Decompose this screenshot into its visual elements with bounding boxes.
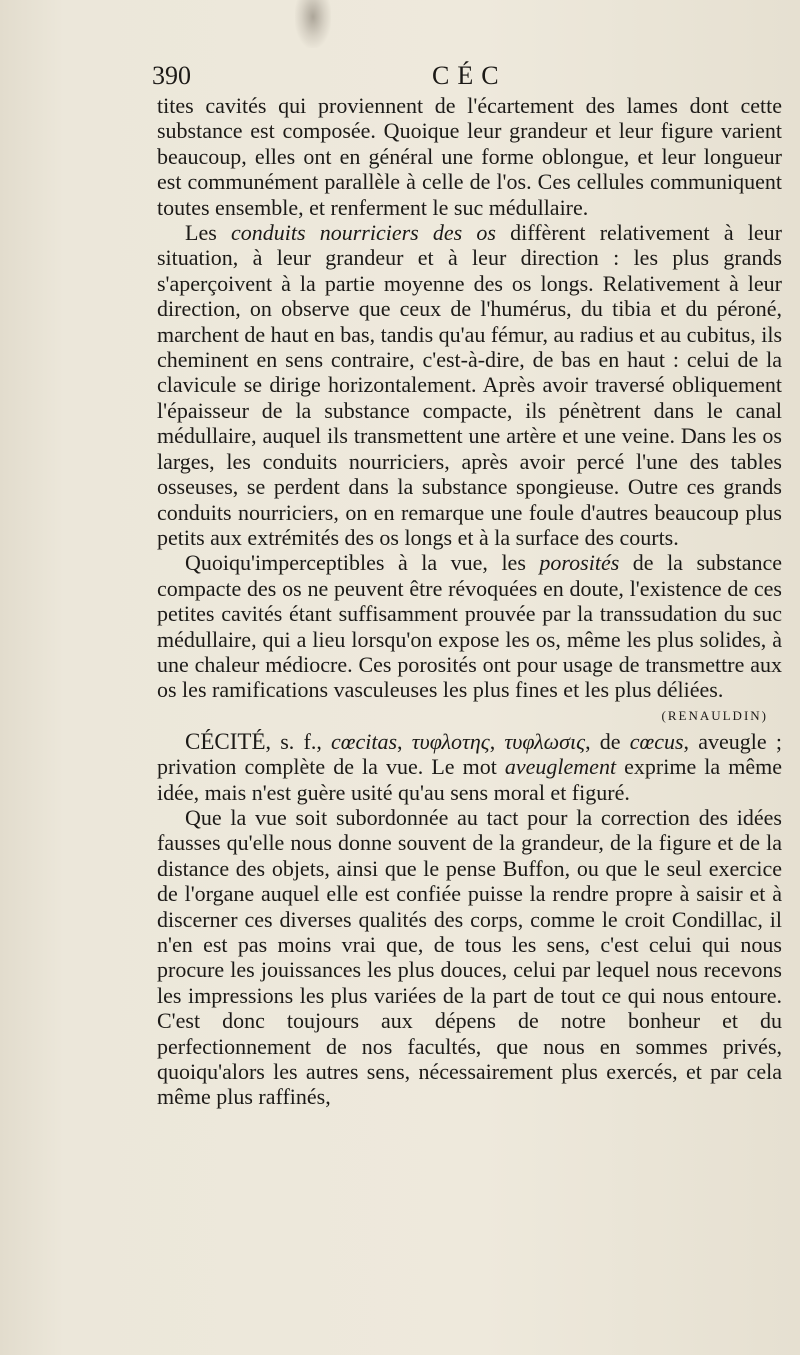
running-head: CÉC <box>432 61 507 90</box>
body-text <box>157 93 782 1110</box>
page-number: 390 <box>152 61 191 90</box>
greek-term-1: τυφλοτης <box>411 728 490 754</box>
page-stain <box>295 0 331 48</box>
latin-term: cœcitas <box>331 728 398 754</box>
greek-term-2: τυφλωσις <box>504 728 586 754</box>
paragraph-continuation: tites cavités qui proviennent de l'écartement des lames dont cette substance est composée. Quoique leur grandeur et leur figure varient beaucoup, elles ont en général une forme oblongue, et leur longueur est communément parallèle à celle de l'os. Ces cellules communiquent toutes ensemble, et renferment le suc médullaire. <box>157 93 782 220</box>
dictionary-entry-cecite: CÉCITÉ, s. f., cœcitas, τυφλοτης, τυφλωσις, de cœcus, aveugle ; privation complète de la vue. Le mot aveuglement exprime la même idée, mais n'est guère usité qu'au sens moral et figuré. <box>157 728 782 805</box>
headword: CÉCITÉ <box>185 728 266 754</box>
term-porosites: porosités <box>539 550 620 576</box>
paragraph-conduits: Les conduits nourriciers des os diffèrent relativement à leur situation, à leur grandeur et à leur direction : les plus grands s'aperçoivent à la partie moyenne des os longs. Relativement à leur direction, on observe que ceux de l'humérus, du tibia et du péroné, marchent de haut en bas, tandis qu'au fémur, au radius et au cubitus, ils cheminent en sens contraire, c'est-à-dire, de bas en haut : celui de la clavicule se dirige horizontalement. Après avoir traversé obliquement l'épaisseur de la substance compacte, ils pénètrent dans le canal médullaire, auquel ils transmettent une artère et une veine. Dans les os larges, les conduits nourriciers, après avoir percé l'une des tables osseuses, se perdent dans la substance spongieuse. Outre ces grands conduits nourriciers, on en remarque une foule d'autres beaucoup plus petits aux extrémités des os longs et à la surface des courts. <box>157 220 783 550</box>
paragraph-porosites: Quoiqu'imperceptibles à la vue, les porosités de la substance compacte des os ne peuvent être révoquées en doute, l'existence de ces petites cavités étant suffisamment prouvée par la transsudation du suc médullaire, qui a lieu lorsqu'on expose les os, même les plus solides, à une chaleur médiocre. Ces porosités ont pour usage de transmettre aux os les ramifications vasculeuses les plus fines et les plus déliées. <box>157 550 782 703</box>
author-signature: (RENAULDIN) <box>661 707 768 723</box>
paragraph-vue: Que la vue soit subordonnée au tact pour la correction des idées fausses qu'elle nous donne souvent de la grandeur, de la figure et de la distance des objets, ainsi que le pense Buffon, ou que le seul exercice de l'organe auquel elle est confiée puisse la rendre propre à saisir et à discerner ces diverses qualités des corps, comme le croit Condillac, il n'en est pas moins vrai que, de tous les sens, c'est celui qui nous procure les jouissances les plus douces, celui par lequel nous recevons les impressions les plus variées de la part de tout ce qui nous entoure. C'est donc toujours aux dépens de notre bonheur et du perfectionnement de nos facultés, que nous en sommes privés, quoiqu'alors les autres sens, nécessairement plus exercés, et par cela même plus raffinés, <box>157 804 782 1110</box>
term-conduits: conduits nourriciers des os <box>230 220 496 246</box>
latin-term-2: cœcus <box>629 728 684 754</box>
page-header <box>152 58 782 94</box>
term-aveuglement: aveuglement <box>504 754 617 780</box>
